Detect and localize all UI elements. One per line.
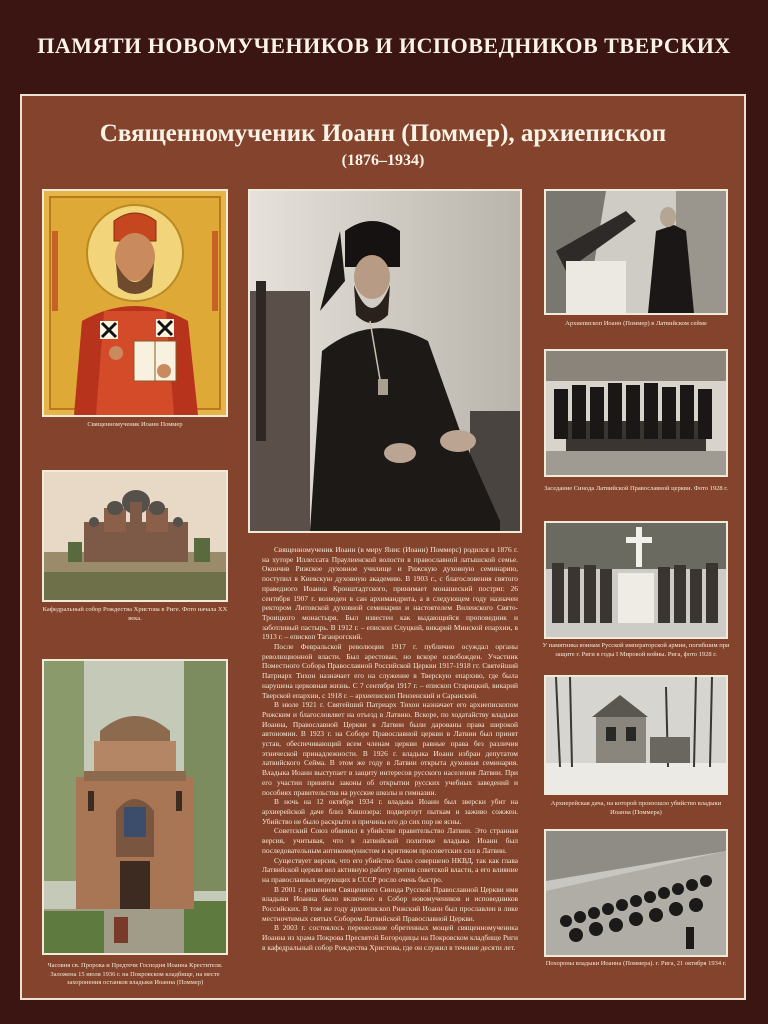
- memorial-caption: У памятника воинам Русской императорской армии, погибшим при защите г. Риги в годы I Мировой войны. Рига, фото 1928 г.: [542, 642, 730, 658]
- biography-text: [262, 545, 518, 953]
- seim-caption: Архиепископ Иоанн (Поммер) в Латвийском сейме: [565, 320, 707, 327]
- panel-dates: (1876–1934): [341, 152, 425, 169]
- chapel-photo: [44, 661, 226, 953]
- dacha-image: [544, 675, 728, 795]
- biography-paragraph: В июле 1921 г. Святейший Патриарх Тихон назначает его архиепископом Рижским и благословляет на отъезд в Латвию. Вскоре, по ходатайству владыки Иоанна, Православной Церкви в Латвии были дарованы права широкой автономии. В 1923 г. на Соборе Православной церкви в Латвии был принят устав, обеспечивающий всем членам церкви равные права без различия этнической принадлежности. В 1926 г. владыка Иоанн избран депутатом латвийского Сейма. В этом же году в Латвии открыта духовная семинария. Владыка Иоанн выступает в защиту интересов русского населения Латвии. При его участии приняты законы об открытии русских учебных заведений и пособиях правительства на русские школы и гимназии.: [262, 700, 518, 797]
- cathedral-caption: Кафедральный собор Рождества Христова в Риге. Фото начала XX века.: [42, 606, 228, 622]
- funeral-image: [544, 829, 728, 957]
- synod-caption: Заседание Синода Латвийской Православной церкви. Фото 1928 г.: [544, 485, 728, 492]
- biography-paragraph: В ночь на 12 октября 1934 г. владыка Иоанн был зверски убит на архиерейской даче близ Кишозера: подвергнут пыткам и заживо сожжен. Убийство не было раскрыто и причины его до сих пор не ясны.: [262, 797, 518, 826]
- icon-caption: Священномученик Иоанн Поммер: [87, 421, 183, 428]
- chapel-caption: Часовня св. Пророка и Предтечи Господня Иоанна Крестителя. Заложена 15 июля 1936 г. на Покровском кладбище, на месте захоронения останков владыки Иоанна (Поммер): [47, 962, 223, 986]
- memorial-photo: [546, 523, 726, 637]
- biography-paragraph: После Февральской революции 1917 г. публично осуждал органы революционной власти. Был арестован, но вскоре освобожден. Участник Поместного Собора Православной Российской Церкви 1917-1918 гг. Святейший Патриарх Тихон назначает его на служение в Тверскую епархию, где была нарушена церковная жизнь. С 7 сентября 1917 г. – епископ Старицкий, викарий Тверской епархии, с 1918 г. – архиепископ Пензенский и Саранский.: [262, 642, 518, 700]
- cathedral-photo: [44, 472, 226, 600]
- synod-photo: [546, 351, 726, 475]
- biography-paragraph: Советский Союз обвинил в убийстве правительство Латвии. Это странная версия, учитывая, что в латвийской политике владыка Иоанн был последовательным антикоммунистом и критиком просоветских сил в Латвии.: [262, 826, 518, 855]
- icon-image: [42, 189, 228, 417]
- seim-image: [544, 189, 728, 315]
- portrait-photo: [250, 191, 520, 531]
- biography-paragraph: В 2003 г. состоялось перенесение обретенных мощей священномученика Иоанна из храма Покрова Пресвятой Богородицы на Покровском кладбище Риги в кафедральный собор Рождества Христова, где он служил в течение десяти лет.: [262, 923, 518, 952]
- portrait-image: [248, 189, 522, 533]
- biography-paragraph: В 2001 г. решением Священного Синода Русской Православной Церкви имя владыки Иоанна было включено в Собор новомучеников и исповедников Российских. В том же году архиепископ Рижский Иоанн был прославлен в лике местночтимых святых Собором Латвийской Православной Церкви.: [262, 884, 518, 923]
- biography-paragraph: Священномученик Иоанн (в миру Янис (Иоанн) Поммерс) родился в 1876 г. на хуторе Иллессата Праулиенской волости в православной латышской семье. Окончив Рижское духовное училище и Рижскую духовную семинарию, поступил в Киевскую духовную академию. В 1903 г., с благословения святого праведного Иоанна Кронштадтского, принимает монашеский постриг. 26 сентября 1907 г. возведен в сан архимандрита, а в следующем году назначен ректором Литовской духовной семинарии и настоятелем Виленского Свято-Троицкого монастыря. Был известен как выдающийся проповедник и заботливый пастырь. В 1912 г. – епископ Слуцкий, викарий Минской епархии, в 1913 г. – епископ Таганрогский.: [262, 545, 518, 642]
- funeral-photo: [546, 831, 726, 955]
- dacha-photo: [546, 677, 726, 793]
- dacha-caption: Архиерейская дача, на которой произошло убийство владыки Иоанна (Поммера): [550, 800, 722, 816]
- page-heading: ПАМЯТИ НОВОМУЧЕНИКОВ И ИСПОВЕДНИКОВ ТВЕРСКИХ: [37, 33, 731, 58]
- seim-photo: [546, 191, 726, 313]
- main-panel: [20, 94, 746, 1000]
- cathedral-image: [42, 470, 228, 602]
- panel-title: Священномученик Иоанн (Поммер), архиепископ: [99, 120, 667, 147]
- page-header: [0, 0, 768, 92]
- saint-icon-drawing: [44, 191, 226, 415]
- synod-image: [544, 349, 728, 477]
- chapel-image: [42, 659, 228, 955]
- biography-paragraph: Существует версия, что его убийство было совершено НКВД, так как глава Латвийской церкви вел активную работу против советской власти, а его влияние на православных верующих в СССР росло очень быстро.: [262, 855, 518, 884]
- memorial-image: [544, 521, 728, 639]
- funeral-caption: Похороны владыки Иоанна (Поммера). г. Рига, 21 октября 1934 г.: [545, 960, 727, 967]
